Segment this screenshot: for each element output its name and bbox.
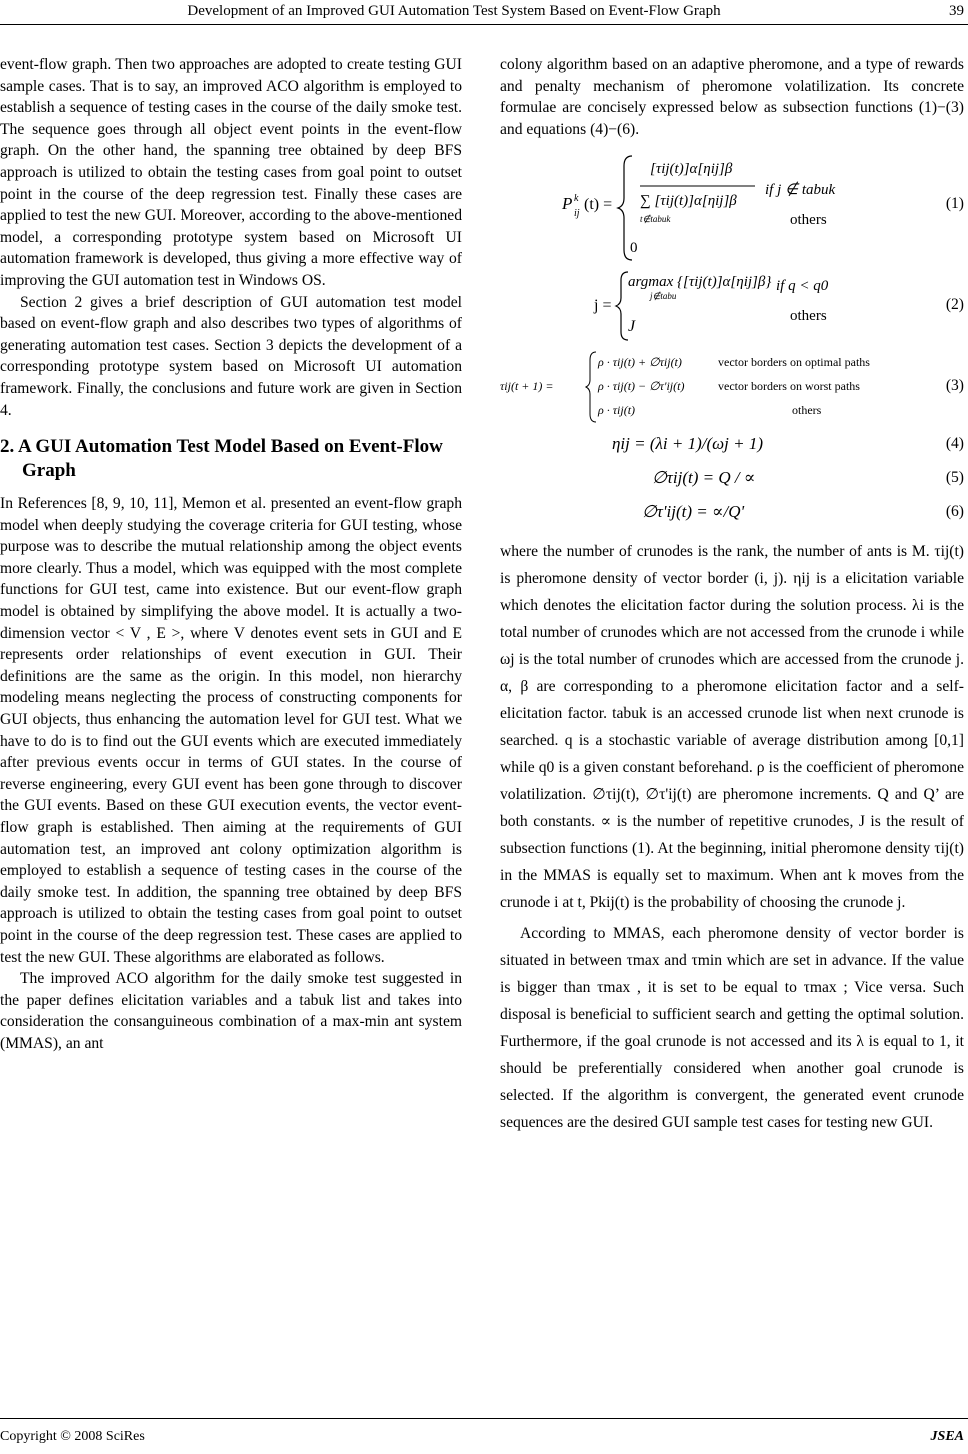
eq2-lhs: j = xyxy=(594,297,612,315)
page-number: 39 xyxy=(949,3,964,19)
eq3-row1: ρ · τij(t) + ∅τij(t) xyxy=(598,355,682,370)
equation-number: (1) xyxy=(945,195,964,213)
svg-text:ij: ij xyxy=(574,208,580,220)
equation-1-graphic xyxy=(500,146,930,262)
eq1-sum-subscript: t∉tabuk xyxy=(640,214,671,225)
eq3-row3-condition: others xyxy=(792,403,822,418)
journal-name: JSEA xyxy=(930,1429,964,1444)
eq3-lhs: τij(t + 1) = xyxy=(500,379,554,394)
right-column xyxy=(500,54,964,1136)
equation-6 xyxy=(500,498,964,526)
running-title: Development of an Improved GUI Automation Test System Based on Event-Flow Graph xyxy=(187,3,721,19)
paragraph: In References [8, 9, 10, 11], Memon et al. presented an event-flow graph model when deeply studying the coverage criteria for GUI testing, whose purpose was to describe the mutual relationship among the object events more clearly. Thus a model, which was equipped with the most complete functions for GUI test, came into existence. But our event-flow graph model is obtained by simplifying the above model. It is actually a two-dimension vector < V , E >, where V denotes event sets in GUI and E represents order relationships of event execution in GUI. Their definitions are the same as the origin. In this model, non hierarchy modeling means neglecting the process of constructing components for GUI objects, thus enhancing the automation level for GUI test. What we have to do is to find out the GUI events which are executed immediately after previous events occur in terms of GUI states. In the course of reverse engineering, every GUI event has been gone through to discover the GUI events. Based on these GUI execution events, the vector event-flow graph is established. Then aiming at the requirements of GUI automation test, an improved ant colony optimization algorithm is employed to establish a sequence of testing cases in the course of the daily smoke test. In addition, the spanning tree obtained by deep BFS approach is utilized to obtain the testing cases from goal point to outset point in the course of the deep regression test. These cases are applied to test the new GUI. These algorithms are elaborated as follows. xyxy=(0,495,462,966)
paragraph: According to MMAS, each pheromone density of vector border is situated in between τmax and τmin which are set in advance. If the value is bigger than τmax , it is set to be equal to τmax ; Vice versa. Such disposal is beneficial to sufficient search and getting the optimal solution. Furthermore, if the goal crunode is not accessed and its λ is equal to 1, it should be preferentially considered when another goal crunode is selected. If the algorithm is convergent, the generated event crunode sequences are the desired GUI sample test cases for testing new GUI. xyxy=(500,925,964,1132)
copyright: Copyright © 2008 SciRes xyxy=(0,1429,145,1444)
eq3-row2-condition: vector borders on worst paths xyxy=(718,379,860,394)
eq2-J: J xyxy=(628,318,636,336)
eq3-row1-condition: vector borders on optimal paths xyxy=(718,355,870,370)
eq1-lhs: P xyxy=(562,194,573,214)
eq1-denominator: ∑ [τij(t)]α[ηij]β xyxy=(640,193,737,210)
equation-number: (6) xyxy=(945,503,964,521)
eq3-row3: ρ · τij(t) xyxy=(598,403,636,418)
eq2-others: others xyxy=(790,308,827,325)
page-header xyxy=(0,0,968,25)
eq2-subscript: j∉tabu xyxy=(650,291,677,302)
section-heading: 2. A GUI Automation Test Model Based on Event-Flow Graph xyxy=(0,436,443,482)
page-footer xyxy=(0,1418,968,1453)
paragraph: event-flow graph. Then two approaches are adopted to create testing GUI sample cases. That is to say, an improved ACO algorithm is employed to establish a sequence of testing cases in the course of the daily smoke test. The sequence goes through all object event points in the event-flow graph. On the other hand, the spanning tree obtained by deep BFS approach is utilized to obtain the testing cases from goal point to outset point in the course of the deep regression test. Finally these cases are applied to test the new GUI. Moreover, according to the above-mentioned model, a corresponding prototype system based on Microsoft UI automation framework is developed, thus giving a more effective way of improving the GUI automation test in Windows OS. xyxy=(0,56,462,289)
eq2-condition: if q < q0 xyxy=(776,278,829,295)
eq6-formula: ∅τ'ij(t) = ∝/Q' xyxy=(642,502,745,522)
equation-3 xyxy=(500,348,964,424)
equation-2 xyxy=(500,268,964,342)
eq2-argmax: argmax {[τij(t)]α[ηij]β} xyxy=(628,274,772,291)
svg-text:k: k xyxy=(574,193,579,205)
equation-number: (4) xyxy=(945,435,964,453)
svg-text:(t) =: (t) = xyxy=(584,196,613,214)
paragraph: where the number of crunodes is the rank, the number of ants is M. τij(t) is pheromone density of vector border (i, j). ηij is a elicitation variable which denotes the elicitation factor during the solution process. λi is the total number of crunodes which are not accessed from the crunode i while ωj is the total number of crunodes which are accessed from the crunode j. α, β are corresponding to a pheromone elicitation factor and a self-elicitation factor. tabuk is an accessed crunode list when next crunode is searched. q is a stochastic variable of average distribution among [0,1] while q0 is a given constant beforehand. ρ is the coefficient of pheromone volatilization. ∅τij(t), ∅τ'ij(t) are pheromone increments. Q and Q’ are both constants. ∝ is the number of repetitive crunodes, J is the result of subsection functions (1). At the beginning, initial pheromone density τij(t) in the MMAS is equally set to maximum. When ant k moves from the crunode i at t, Pkij(t) is the probability of choosing the crunode j. xyxy=(500,543,964,912)
eq1-zero: 0 xyxy=(630,240,638,257)
eq3-row2: ρ · τij(t) − ∅τ'ij(t) xyxy=(598,379,685,394)
equation-number: (5) xyxy=(945,469,964,487)
equation-2-graphic xyxy=(500,268,930,342)
equation-number: (3) xyxy=(945,377,964,395)
eq5-formula: ∅τij(t) = Q / ∝ xyxy=(652,468,756,488)
equation-1 xyxy=(500,146,964,262)
paragraph: colony algorithm based on an adaptive pheromone, and a type of rewards and penalty mechanism of pheromone volatilization. Its concrete formulae are concisely expressed below as subsection functions (1)−(3) and equations (4)−(6). xyxy=(500,56,964,138)
eq1-condition: if j ∉ tabuk xyxy=(765,182,836,199)
paragraph: The improved ACO algorithm for the daily smoke test suggested in the paper defines elicitation variables and a tabuk list and takes into consideration the consanguineous combination of a max-min ant system (MMAS), an ant xyxy=(0,970,462,1052)
equation-number: (2) xyxy=(945,296,964,314)
eq4-formula: ηij = (λi + 1)/(ωj + 1) xyxy=(612,434,763,454)
eq1-numerator: [τij(t)]α[ηij]β xyxy=(650,161,733,178)
equation-3-graphic xyxy=(500,348,930,424)
equation-5 xyxy=(500,464,964,492)
equation-4 xyxy=(500,430,964,458)
paragraph: Section 2 gives a brief description of GUI automation test model based on event-flow graph and also describes two types of algorithms of generating automation test cases. Section 3 depicts the development of a corresponding prototype system based on Microsoft UI automation framework. Finally, the conclusions and future work are given in Section 4. xyxy=(0,293,462,419)
left-column xyxy=(0,54,462,1055)
eq1-others: others xyxy=(790,212,827,229)
